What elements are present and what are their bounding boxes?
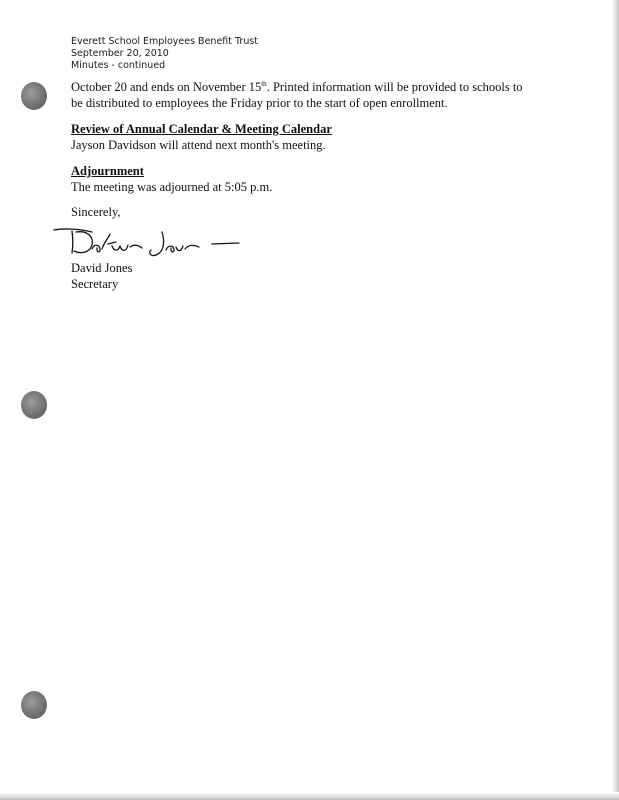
review-heading: Review of Annual Calendar & Meeting Calendar <box>71 122 332 136</box>
punch-hole <box>21 391 47 419</box>
valediction: Sincerely, <box>71 205 121 219</box>
intro-line-1-text: October 20 and ends on November 15 <box>71 80 262 94</box>
intro-line-1 <box>71 79 523 95</box>
scan-edge <box>0 792 619 800</box>
intro-paragraph <box>71 79 523 111</box>
intro-line-2: be distributed to employees the Friday prior to the start of open enrollment. <box>71 96 448 110</box>
header-org: Everett School Employees Benefit Trust <box>71 36 259 47</box>
adjournment-heading: Adjournment <box>71 164 144 178</box>
review-text: Jayson Davidson will attend next month's meeting. <box>71 138 326 152</box>
ordinal-suffix: th <box>261 80 267 88</box>
scan-edge <box>611 0 619 800</box>
header-continued: Minutes - continued <box>71 60 166 71</box>
page-header <box>71 36 258 72</box>
handwritten-signature <box>52 222 252 262</box>
punch-hole <box>21 691 47 719</box>
signature-block <box>71 260 132 292</box>
signer-name: David Jones <box>71 261 133 275</box>
adjournment-section <box>71 163 272 195</box>
punch-hole <box>21 82 47 110</box>
adjournment-text: The meeting was adjourned at 5:05 p.m. <box>71 180 273 194</box>
intro-line-1-rest: . Printed information will be provided to schools to <box>266 80 523 94</box>
review-section <box>71 121 332 153</box>
header-date: September 20, 2010 <box>71 48 169 59</box>
signer-title: Secretary <box>71 277 119 291</box>
